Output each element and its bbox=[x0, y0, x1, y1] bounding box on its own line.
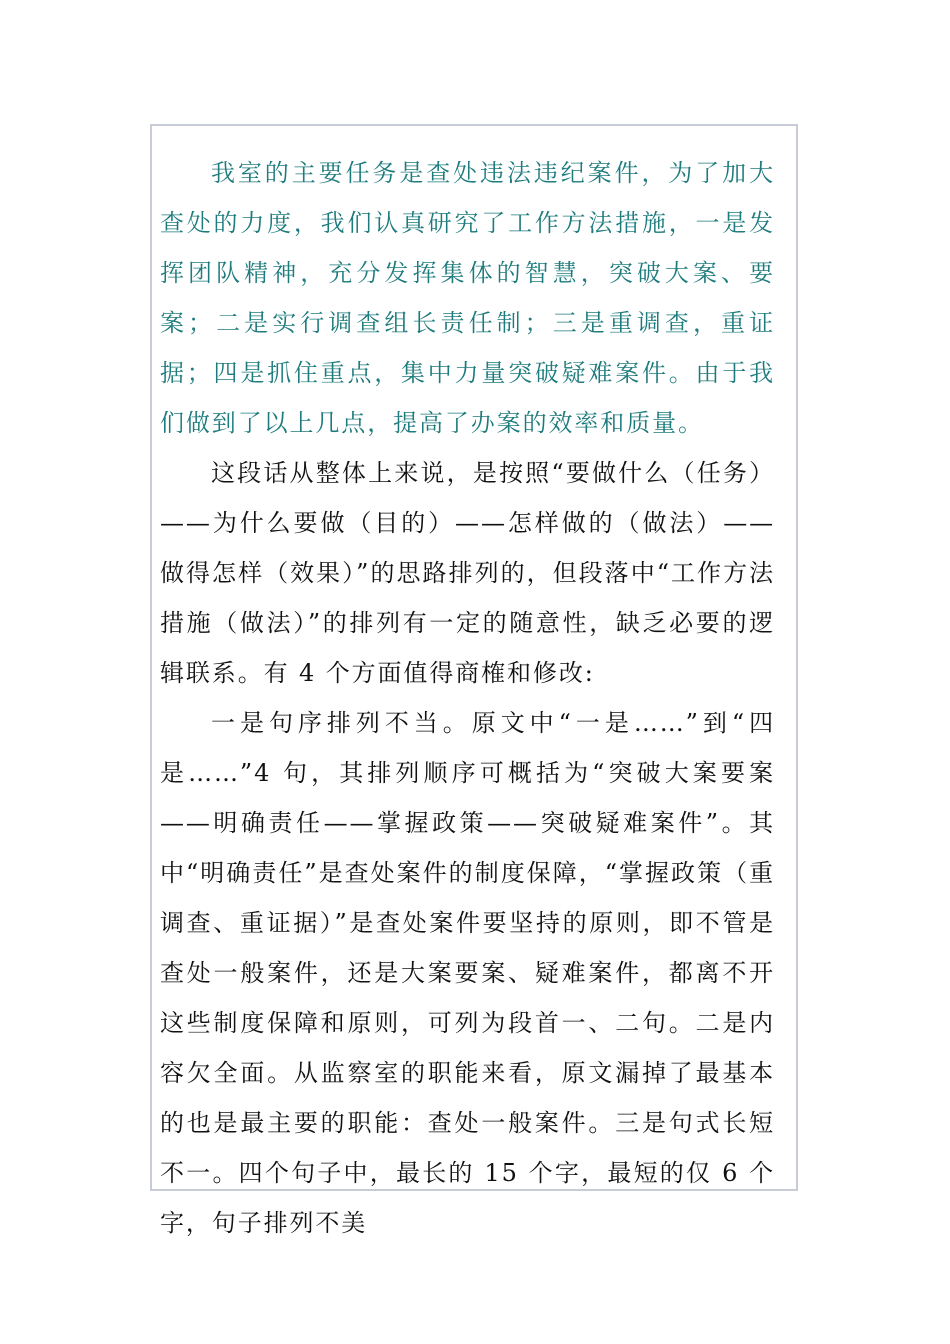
revision-points-paragraph: 一是句序排列不当。原文中“一是……”到“四是……”4 句，其排列顺序可概括为“突破大案要案——明确责任——掌握政策——突破疑难案件”。其中“明确责任”是查处案件的制度保障，“掌握政策（重调查、重证据）”是查处案件要坚持的原则，即不管是查处一般案件，还是大案要案、疑难案件，都离不开这些制度保障和原则，可列为段首一、二句。二是内容欠全面。从监察室的职能来看，原文漏掉了最基本的也是最主要的职能：查处一般案件。三是句式长短不一。四个句子中，最长的 15 个字，最短的仅 6 个字，句子排列不美 bbox=[160, 709, 775, 1237]
document-frame bbox=[150, 124, 798, 1237]
quoted-example-paragraph: 我室的主要任务是查处违法违纪案件，为了加大查处的力度，我们认真研究了工作方法措施，一是发挥团队精神，充分发挥集体的智慧，突破大案、要案；二是实行调查组长责任制；三是重调查，重证据；四是抓住重点，集中力量突破疑难案件。由于我们做到了以上几点，提高了办案的效率和质量。 bbox=[160, 159, 775, 437]
document-body bbox=[160, 148, 775, 1248]
analysis-paragraph: 这段话从整体上来说，是按照“要做什么（任务）——为什么要做（目的）——怎样做的（做法）——做得怎样（效果）”的思路排列的，但段落中“工作方法措施（做法）”的排列有一定的随意性，缺乏必要的逻辑联系。有 4 个方面值得商榷和修改: bbox=[160, 459, 775, 687]
